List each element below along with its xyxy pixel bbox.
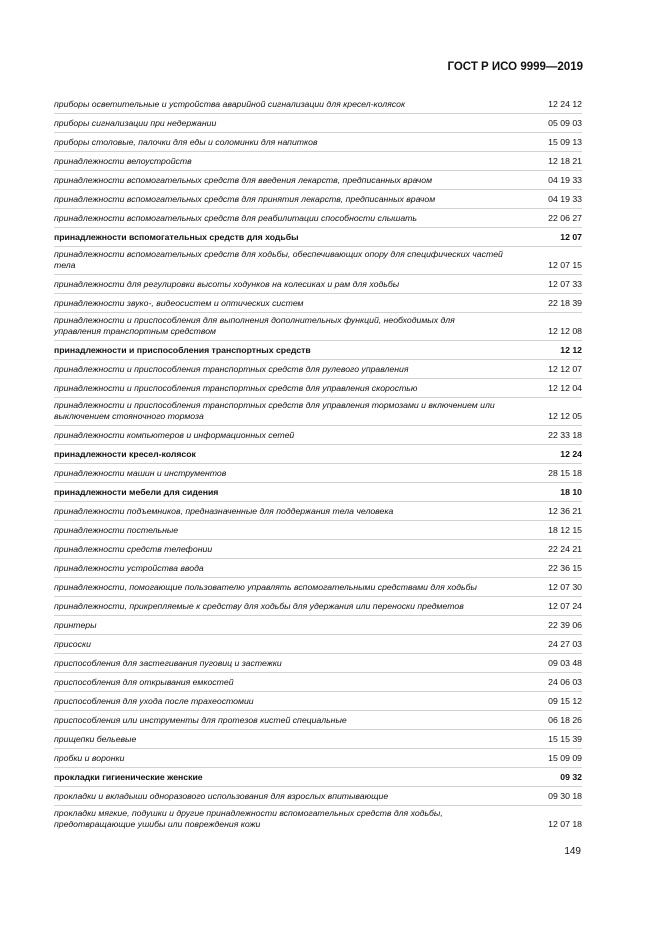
index-term: принадлежности вспомогательных средств для принятия лекарств, предписанных врачом (54, 194, 436, 204)
index-term: принадлежности, помогающие пользователю управлять вспомогательными средствами для ходьбы (54, 582, 477, 592)
index-term: принадлежности компьютеров и информационных сетей (54, 430, 295, 440)
index-entry-row (54, 425, 582, 444)
classification-code: 09 03 48 (548, 658, 582, 668)
index-entry-row (54, 397, 582, 425)
index-term: прищепки бельевые (54, 734, 137, 744)
classification-code: 24 06 03 (548, 677, 582, 687)
page-number: 149 (564, 846, 581, 857)
classification-code: 09 30 18 (548, 791, 582, 801)
index-term: приборы сигнализации при недержании (54, 118, 217, 128)
classification-code: 12 07 24 (548, 601, 582, 611)
classification-code: 12 07 18 (548, 819, 582, 829)
index-term: принадлежности вспомогательных средств для введения лекарств, предписанных врачом (54, 175, 433, 185)
index-entry-row (54, 653, 582, 672)
index-term: принадлежности средств телефонии (54, 544, 213, 554)
index-entry-row (54, 596, 582, 615)
index-term: прокладки и вкладыши одноразового использования для взрослых впитывающие (54, 791, 389, 801)
index-term: принтеры (54, 620, 97, 630)
index-entry-row (54, 274, 582, 293)
index-entry-row (54, 378, 582, 397)
classification-code: 22 36 15 (548, 563, 582, 573)
classification-code: 12 36 21 (548, 506, 582, 516)
index-entry-row (54, 710, 582, 729)
index-entry-row (54, 539, 582, 558)
index-heading-row (54, 340, 582, 359)
classification-code: 15 15 39 (548, 734, 582, 744)
classification-code: 12 07 (560, 232, 582, 242)
index-term: принадлежности велоустройств (54, 156, 192, 166)
index-entry-row (54, 805, 582, 833)
index-term: принадлежности и приспособления транспортных средств для управления тормозами и включением или выключением стояночного тормоза (54, 400, 495, 421)
index-entry-row (54, 113, 582, 132)
index-entry-row (54, 463, 582, 482)
classification-code: 18 10 (560, 487, 582, 497)
index-term: принадлежности вспомогательных средств для ходьбы, обеспечивающих опору для специфических частей тела (54, 249, 503, 270)
classification-code: 22 18 39 (548, 298, 582, 308)
index-term: принадлежности устройства ввода (54, 563, 204, 573)
classification-code: 22 24 21 (548, 544, 582, 554)
classification-code: 06 18 26 (548, 715, 582, 725)
classification-code: 12 12 07 (548, 364, 582, 374)
index-entry-row (54, 577, 582, 596)
classification-code: 24 27 03 (548, 639, 582, 649)
classification-code: 18 12 15 (548, 525, 582, 535)
index-term: принадлежности подъемников, предназначенные для поддержания тела человека (54, 506, 394, 516)
classification-code: 12 24 (560, 449, 582, 459)
classification-code: 28 15 18 (548, 468, 582, 478)
index-term: прокладки гигиенические женские (54, 772, 203, 782)
index-term: принадлежности мебели для сидения (54, 487, 219, 497)
index-entry-row (54, 729, 582, 748)
index-term: приборы столовые, палочки для еды и соломинки для напитков (54, 137, 318, 147)
index-term: приспособления для застегивания пуговиц и застежки (54, 658, 282, 668)
index-entry-row (54, 208, 582, 227)
index-term: принадлежности кресел-колясок (54, 449, 196, 459)
classification-code: 15 09 13 (548, 137, 582, 147)
index-entry-row (54, 558, 582, 577)
classification-code: 22 06 27 (548, 213, 582, 223)
index-term: принадлежности постельные (54, 525, 179, 535)
index-term: присоски (54, 639, 91, 649)
classification-code: 22 33 18 (548, 430, 582, 440)
index-term: принадлежности машин и инструментов (54, 468, 227, 478)
classification-code: 04 19 33 (548, 175, 582, 185)
classification-code: 12 12 05 (548, 411, 582, 421)
index-entry-row (54, 132, 582, 151)
index-term: приборы осветительные и устройства аварийной сигнализации для кресел-колясок (54, 99, 406, 109)
index-heading-row (54, 227, 582, 246)
classification-code: 12 12 08 (548, 326, 582, 336)
classification-code: 15 09 09 (548, 753, 582, 763)
index-term: принадлежности вспомогательных средств для ходьбы (54, 232, 299, 242)
index-entry-row (54, 246, 582, 274)
index-entry-row (54, 293, 582, 312)
index-entry-row (54, 189, 582, 208)
classification-code: 09 15 12 (548, 696, 582, 706)
index-list (54, 95, 582, 833)
classification-code: 04 19 33 (548, 194, 582, 204)
index-entry-row (54, 748, 582, 767)
classification-code: 05 09 03 (548, 118, 582, 128)
index-entry-row (54, 520, 582, 539)
index-term: принадлежности и приспособления для выполнения дополнительных функций, необходимых для управления транспортным средством (54, 315, 455, 336)
index-term: принадлежности для регулировки высоты ходунков на колесиках и рам для ходьбы (54, 279, 400, 289)
index-term: принадлежности и приспособления транспортных средств для рулевого управления (54, 364, 409, 374)
index-term: принадлежности, прикрепляемые к средству для ходьбы для удержания или переноски предметов (54, 601, 464, 611)
index-term: принадлежности вспомогательных средств для реабилитации способности слышать (54, 213, 417, 223)
classification-code: 12 07 15 (548, 260, 582, 270)
index-entry-row (54, 672, 582, 691)
index-entry-row (54, 151, 582, 170)
index-term: прокладки мягкие, подушки и другие принадлежности вспомогательных средств для ходьбы, предотвращающие ушибы или повреждения кожи (54, 808, 443, 829)
index-term: принадлежности звуко-, видеосистем и оптических систем (54, 298, 304, 308)
classification-code: 12 12 (560, 345, 582, 355)
index-term: принадлежности и приспособления транспортных средств (54, 345, 311, 355)
classification-code: 09 32 (560, 772, 582, 782)
index-term: принадлежности и приспособления транспортных средств для управления скоростью (54, 383, 418, 393)
index-heading-row (54, 482, 582, 501)
classification-code: 22 39 06 (548, 620, 582, 630)
index-term: приспособления или инструменты для протезов кистей специальные (54, 715, 347, 725)
index-entry-row (54, 312, 582, 340)
classification-code: 12 07 30 (548, 582, 582, 592)
index-entry-row (54, 170, 582, 189)
index-entry-row (54, 359, 582, 378)
classification-code: 12 12 04 (548, 383, 582, 393)
classification-code: 12 24 12 (548, 99, 582, 109)
index-entry-row (54, 691, 582, 710)
index-term: приспособления для ухода после трахеостомии (54, 696, 254, 706)
index-heading-row (54, 767, 582, 786)
index-entry-row (54, 634, 582, 653)
index-entry-row (54, 501, 582, 520)
classification-code: 12 18 21 (548, 156, 582, 166)
index-heading-row (54, 444, 582, 463)
index-entry-row (54, 95, 582, 113)
index-entry-row (54, 615, 582, 634)
index-term: пробки и воронки (54, 753, 125, 763)
index-entry-row (54, 786, 582, 805)
classification-code: 12 07 33 (548, 279, 582, 289)
document-header: ГОСТ Р ИСО 9999—2019 (447, 61, 583, 73)
index-term: приспособления для открывания емкостей (54, 677, 234, 687)
